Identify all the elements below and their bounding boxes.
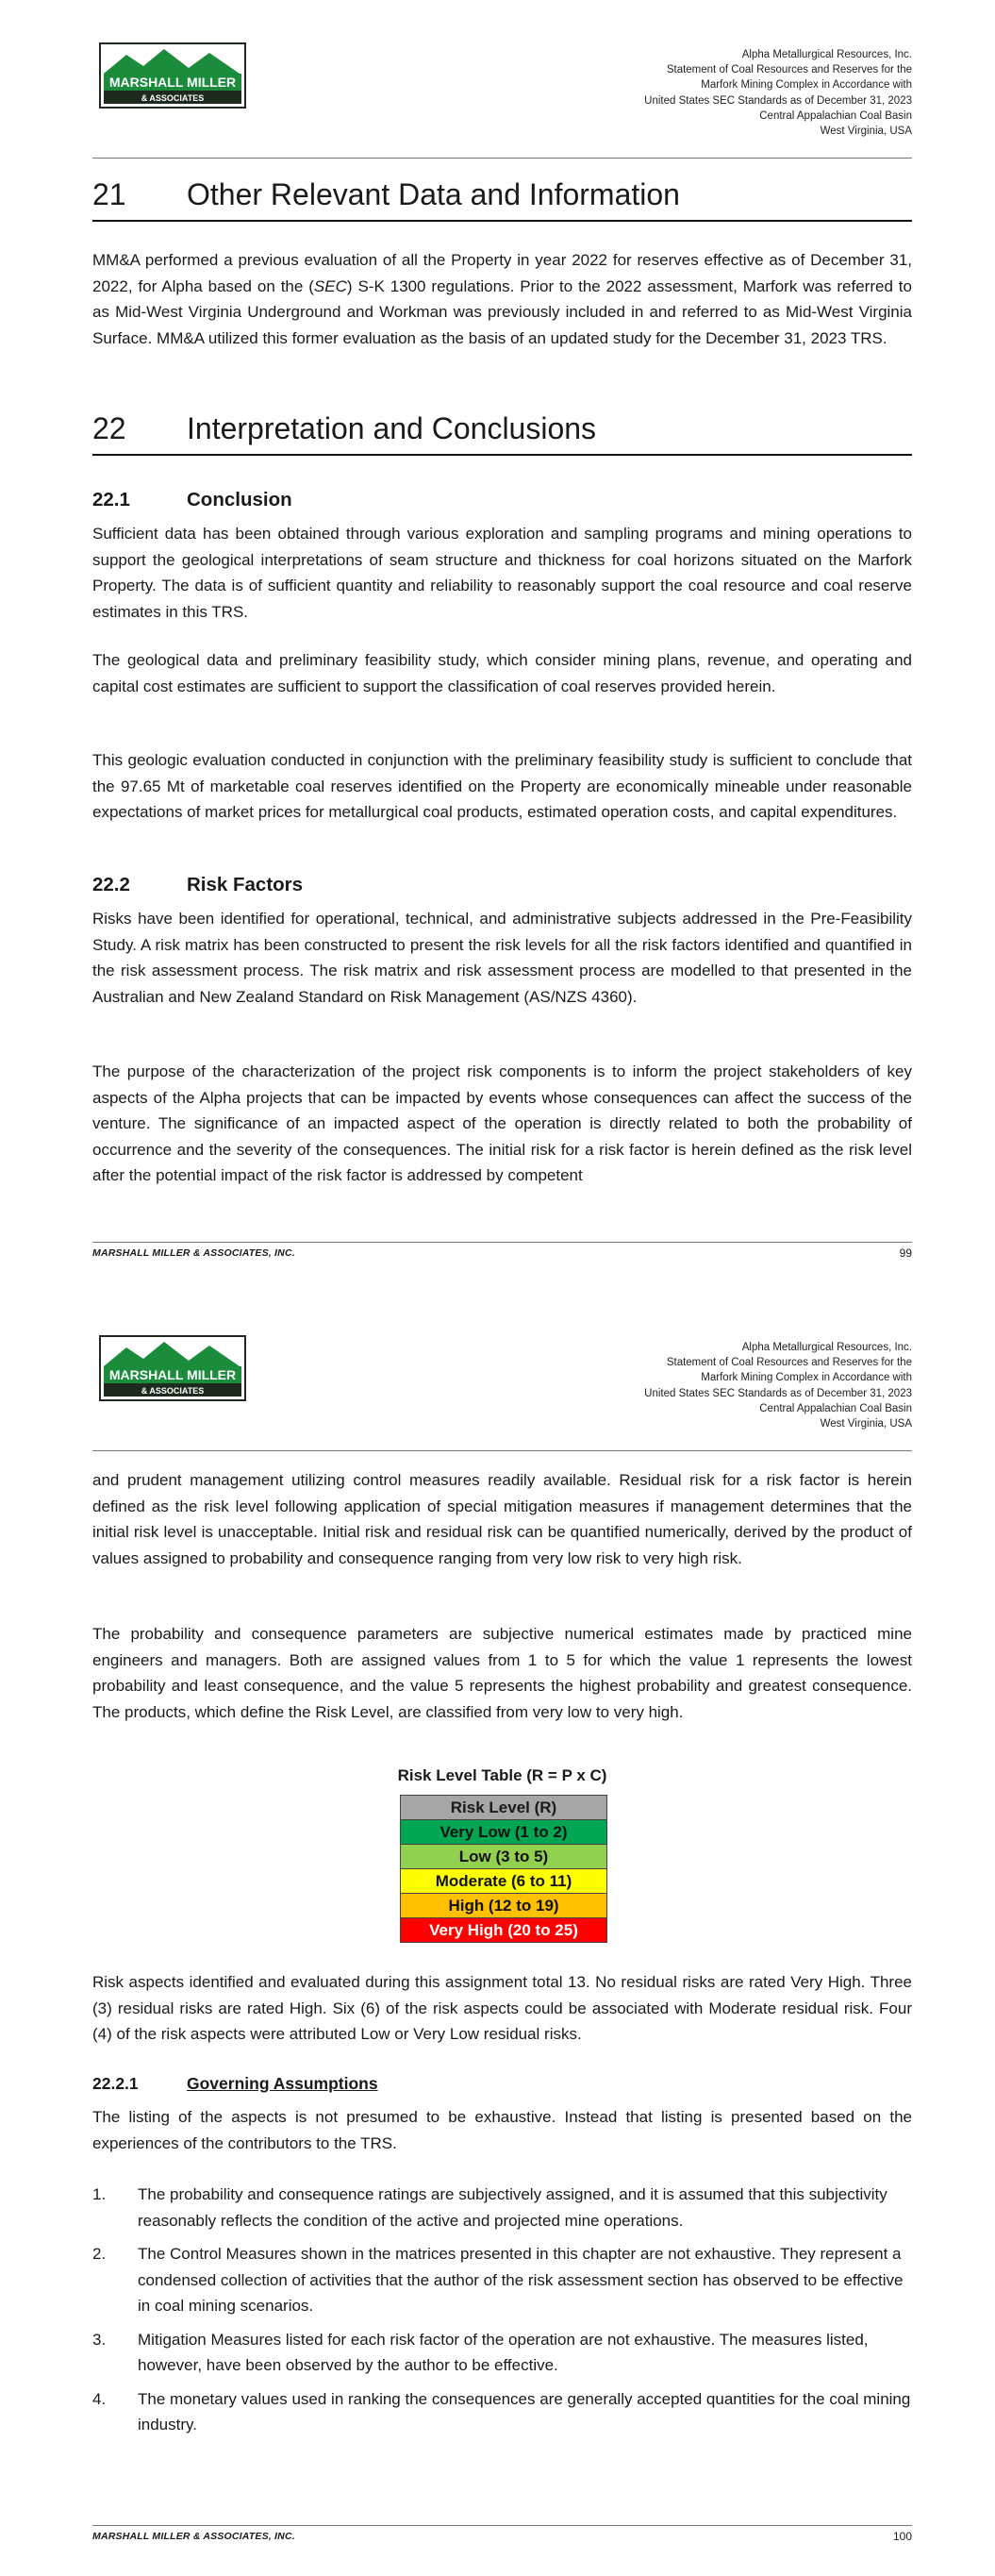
subsection-number: 22.2 <box>92 874 130 895</box>
paragraph-22-1-c: This geologic evaluation conducted in conjunction with the preliminary feasibility study is sufficient to conclude that the 97.65 Mt of marketable coal reserves identified on the Property are economically mineable under reasonable expectations of market prices for metallurgical coal products, estimated operation costs, and capital expenditures. <box>92 751 912 821</box>
subsection-number: 22.2.1 <box>92 2074 139 2093</box>
company-logo <box>98 42 247 109</box>
subsection-22-1-heading <box>92 489 912 515</box>
footer-company: MARSHALL MILLER & ASSOCIATES, INC. <box>92 1247 295 1259</box>
logo-bottom-text: & ASSOCIATES <box>141 1386 205 1396</box>
document-page-100 <box>0 1293 995 2576</box>
subsection-22-2-1-heading <box>92 2074 912 2099</box>
footer-divider <box>92 2525 912 2526</box>
paragraph-22-1-a: Sufficient data has been obtained through various exploration and sampling programs and mining operations to support the geological interpretations of seam structure and thickness for coal horizons situated on the Marfork Property. The data is of sufficient quantity and reliability to reasonably support the coal resource and coal reserve estimates in this TRS. <box>92 525 912 621</box>
risk-table-title: Risk Level Table (R = P x C) <box>397 1766 607 1784</box>
risk-level-low: Low (3 to 5) <box>401 1845 607 1869</box>
header-line: Marfork Mining Complex in Accordance with <box>701 79 912 92</box>
subsection-title: Conclusion <box>187 489 292 510</box>
paragraph-continued: and prudent management utilizing control measures readily available. Residual risk for a risk factor is herein defined as the risk level following application of special mitigation measures if management determines that the initial risk level is unacceptable. Initial risk and residual risk can be quantified numerically, derived by the product of values assigned to probability and consequence ranging from very low risk to very high risk. <box>92 1471 912 1567</box>
header-line: Central Appalachian Coal Basin <box>759 1402 912 1414</box>
logo-top-text: MARSHALL MILLER <box>108 75 237 90</box>
list-item: 2. The Control Measures shown in the matrices presented in this chapter are not exhaustive. They represent a condensed collection of activities that the author of the risk assessment section has observed to be effective in coal mining scenarios. <box>92 2245 904 2315</box>
paragraph-risk-aspects: Risk aspects identified and evaluated during this assignment total 13. No residual risks are rated Very High. Three (3) residual risks are rated High. Six (6) of the risk aspects could be associated with Moderate residual risk. Four (4) of the risk aspects were attributed Low or Very Low residual risks. <box>92 1973 912 2043</box>
header-line: United States SEC Standards as of December 31, 2023 <box>644 1387 912 1399</box>
section-22-heading <box>92 411 912 456</box>
header-line: Alpha Metallurgical Resources, Inc. <box>741 49 912 60</box>
paragraph-22-2-b: The purpose of the characterization of the project risk components is to inform the project stakeholders of key aspects of the Alpha projects that can be impacted by events whose consequences can affect the success of the venture. The significance of an impacted aspect of the operation is directly related to both the probability of occurrence and the severity of the consequences. The initial risk for a risk factor is herein defined as the risk level after the potential impact of the risk factor is addressed by competent <box>92 1062 912 1184</box>
header-line: Central Appalachian Coal Basin <box>759 109 912 122</box>
subsection-title: Risk Factors <box>187 874 304 895</box>
risk-level-very-high: Very High (20 to 25) <box>401 1918 607 1943</box>
header-line: West Virginia, USA <box>820 125 912 138</box>
paragraph-21: MM&A performed a previous evaluation of all the Property in year 2022 for reserves effective as of December 31, 2022, for Alpha based on the (SEC) S-K 1300 regulations. Prior to the 2022 assessment, Marfork was referred to as Mid-West Virginia Underground and Workman was previously included in and referred to as Mid-West Virginia Surface. MM&A utilized this former evaluation as the basis of an updated study for the December 31, 2023 TRS. <box>92 251 912 347</box>
document-header <box>644 47 912 139</box>
header-line: Alpha Metallurgical Resources, Inc. <box>741 1342 912 1353</box>
header-divider <box>92 158 912 159</box>
risk-level-moderate: Moderate (6 to 11) <box>401 1869 607 1894</box>
company-logo <box>98 1334 247 1402</box>
header-divider <box>92 1450 912 1451</box>
header-line: West Virginia, USA <box>820 1418 912 1430</box>
footer-divider <box>92 1242 912 1243</box>
header-line: United States SEC Standards as of December 31, 2023 <box>644 94 912 107</box>
subsection-22-2-heading <box>92 874 912 900</box>
section-number: 21 <box>92 177 126 211</box>
footer-company: MARSHALL MILLER & ASSOCIATES, INC. <box>92 2531 295 2542</box>
risk-level-very-low: Very Low (1 to 2) <box>401 1820 607 1845</box>
risk-level-table <box>400 1795 607 1943</box>
header-line: Statement of Coal Resources and Reserves for the <box>666 1357 912 1369</box>
page-number: 100 <box>892 2530 912 2543</box>
page-number: 99 <box>899 1246 912 1260</box>
risk-level-high: High (12 to 19) <box>401 1894 607 1918</box>
logo-bottom-text: & ASSOCIATES <box>141 93 205 103</box>
section-title: Other Relevant Data and Information <box>187 177 680 211</box>
section-number: 22 <box>92 411 126 445</box>
risk-table-header: Risk Level (R) <box>401 1796 607 1820</box>
assumptions-list <box>92 2182 912 2438</box>
paragraph-probability: The probability and consequence parameters are subjective numerical estimates made by practiced mine engineers and managers. Both are assigned values from 1 to 5 for which the value 1 represents the lowest probability and least consequence, and the value 5 represents the highest probability and greatest consequence. The products, which define the Risk Level, are classified from very low to very high. <box>92 1625 912 1721</box>
header-line: Statement of Coal Resources and Reserves for the <box>666 64 912 76</box>
risk-level-table-block <box>92 1766 912 1955</box>
header-line: Marfork Mining Complex in Accordance with <box>701 1372 912 1384</box>
list-item: 3. Mitigation Measures listed for each risk factor of the operation are not exhaustive. The measures listed, however, have been observed by the author to be effective. <box>92 2330 869 2374</box>
document-header <box>644 1340 912 1431</box>
section-21-heading <box>92 177 912 222</box>
logo-top-text: MARSHALL MILLER <box>108 1367 237 1382</box>
subsection-title: Governing Assumptions <box>187 2074 378 2093</box>
section-title: Interpretation and Conclusions <box>187 411 597 445</box>
list-item: 4. The monetary values used in ranking the consequences are generally accepted quantities for the coal mining industry. <box>92 2389 911 2434</box>
subsection-number: 22.1 <box>92 489 130 510</box>
paragraph-22-1-b: The geological data and preliminary feasibility study, which consider mining plans, revenue, and operating and capital cost estimates are sufficient to support the classification of coal reserves provided herein. <box>92 651 912 695</box>
list-item: 1. The probability and consequence ratings are subjectively assigned, and it is assumed that this subjectivity reasonably reflects the condition of the active and projected mine operations. <box>92 2185 887 2230</box>
paragraph-22-2-a: Risks have been identified for operational, technical, and administrative subjects addressed in the Pre-Feasibility Study. A risk matrix has been constructed to present the risk levels for all the risk factors identified and quantified in the risk assessment process. The risk matrix and risk assessment process are modelled to that presented in the Australian and New Zealand Standard on Risk Management (AS/NZS 4360). <box>92 910 912 1006</box>
paragraph-listing: The listing of the aspects is not presumed to be exhaustive. Instead that listing is presented based on the experiences of the contributors to the TRS. <box>92 2108 912 2152</box>
